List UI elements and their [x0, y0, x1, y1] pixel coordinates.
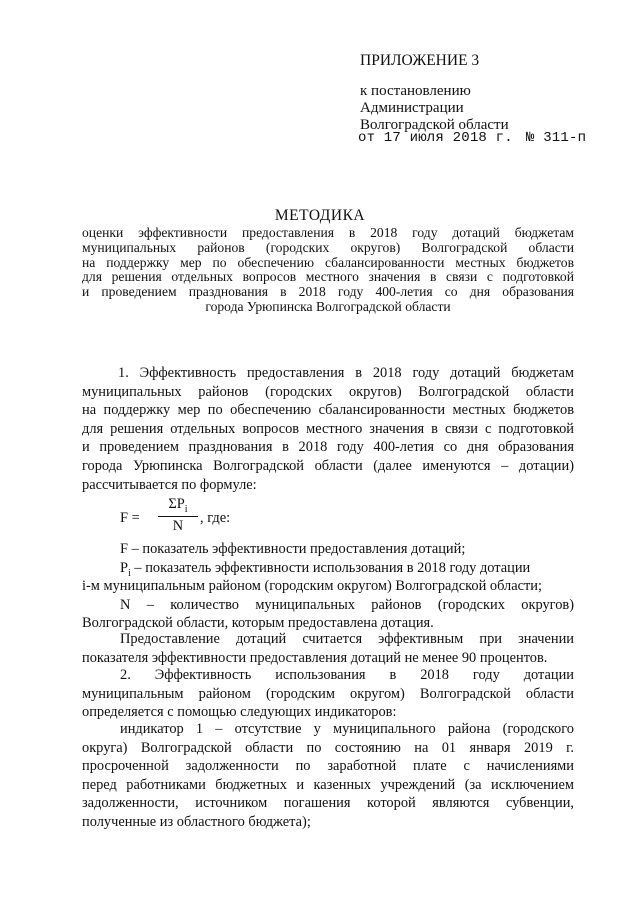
formula-lhs: F = [120, 510, 140, 526]
paragraph-line: 2. Эффективность использования в 2018 году дотации [120, 667, 574, 683]
paragraph-line: для решения отдельных вопросов местного значения в связи с подготовкой [82, 420, 574, 437]
date-number-line [358, 130, 587, 146]
subtitle-line: и проведением празднования в 2018 году 400-летия со дня образования [82, 285, 574, 300]
definition-p-line: i-м муниципальным районом (городским округом) Волгоградской области; [82, 578, 542, 595]
appendix-header [360, 52, 509, 134]
indicator-1 [82, 720, 574, 832]
definition-p-line: $P_i$ – показатель эффективности использования в 2018 году дотации [120, 559, 531, 578]
formula-numerator: $\Sigma P_i$ [158, 496, 198, 517]
criterion [82, 630, 574, 667]
paragraph-line: города Урюпинска Волгоградской области (далее именуются – дотации) [82, 457, 574, 474]
definition-n-line: Волгоградской области, которым предоставлена дотация. [82, 615, 434, 632]
paragraph-line: муниципальных районов (городских округов) Волгоградской области [82, 383, 574, 400]
paragraph-line: Предоставление дотаций считается эффективным при значении [120, 631, 574, 647]
subtitle-line: для решения отдельных вопросов местного значения в связи с подготовкой [82, 270, 574, 285]
definition-f: F – показатель эффективности предоставления дотаций; [120, 541, 466, 557]
section-1 [82, 364, 574, 494]
paragraph-line: на поддержку мер по обеспечению сбалансированности местных бюджетов [82, 402, 574, 419]
document-subtitle [82, 226, 574, 315]
paragraph-line: рассчитывается по формуле: [82, 476, 257, 493]
administration: Администрации [360, 100, 464, 116]
section-2 [82, 666, 574, 722]
paragraph-line: индикатор 1 – отсутствие у муниципального района (городского [120, 721, 574, 737]
formula-suffix: , где: [200, 510, 231, 526]
paragraph-line: полученные из областного бюджета); [82, 813, 311, 830]
paragraph-line: определяется с помощью следующих индикаторов: [82, 704, 397, 721]
definition-n-line: N – количество муниципальных районов (городских округов) [120, 596, 574, 613]
region: Волгоградской области [360, 117, 509, 133]
paragraph-line: перед работниками бюджетных и казенных учреждений (за исключением [82, 776, 574, 793]
subtitle-line: города Урюпинска Волгоградской области [205, 298, 451, 314]
paragraph-line: и проведением празднования в 2018 году 400-летия со дня образования [82, 439, 574, 456]
document-title: МЕТОДИКА [274, 207, 366, 224]
paragraph-line: муниципальным районом (городским округом) Волгоградской области [82, 685, 574, 702]
resolution-number: № 311-п [526, 130, 587, 146]
subtitle-line: на поддержку мер по обеспечению сбалансированности местных бюджетов [82, 255, 574, 270]
subtitle-line: муниципальных районов (городских округов) Волгоградской области [82, 240, 574, 255]
subtitle-line: оценки эффективности предоставления в 2018 году дотаций бюджетам [82, 226, 574, 240]
formula-denominator: N [172, 517, 184, 534]
paragraph-line: просроченной задолженности по заработной плате с начислениями [82, 758, 574, 775]
paragraph-line: 1. Эффективность предоставления в 2018 году дотаций бюджетам [118, 365, 574, 381]
paragraph-line: округа) Волгоградской области по состоянию на 01 января 2019 г. [82, 739, 574, 756]
appendix-title: ПРИЛОЖЕНИЕ 3 [360, 52, 480, 69]
definitions [82, 540, 574, 633]
to-resolution: к постановлению [360, 83, 471, 99]
resolution-date: от 17 июля 2018 г. [358, 130, 513, 146]
paragraph-line: задолженности, источником погашения которой являются субвенции, [82, 795, 574, 812]
formula-fraction [158, 496, 198, 535]
paragraph-line: показателя эффективности предоставления дотаций не менее 90 процентов. [82, 649, 548, 666]
